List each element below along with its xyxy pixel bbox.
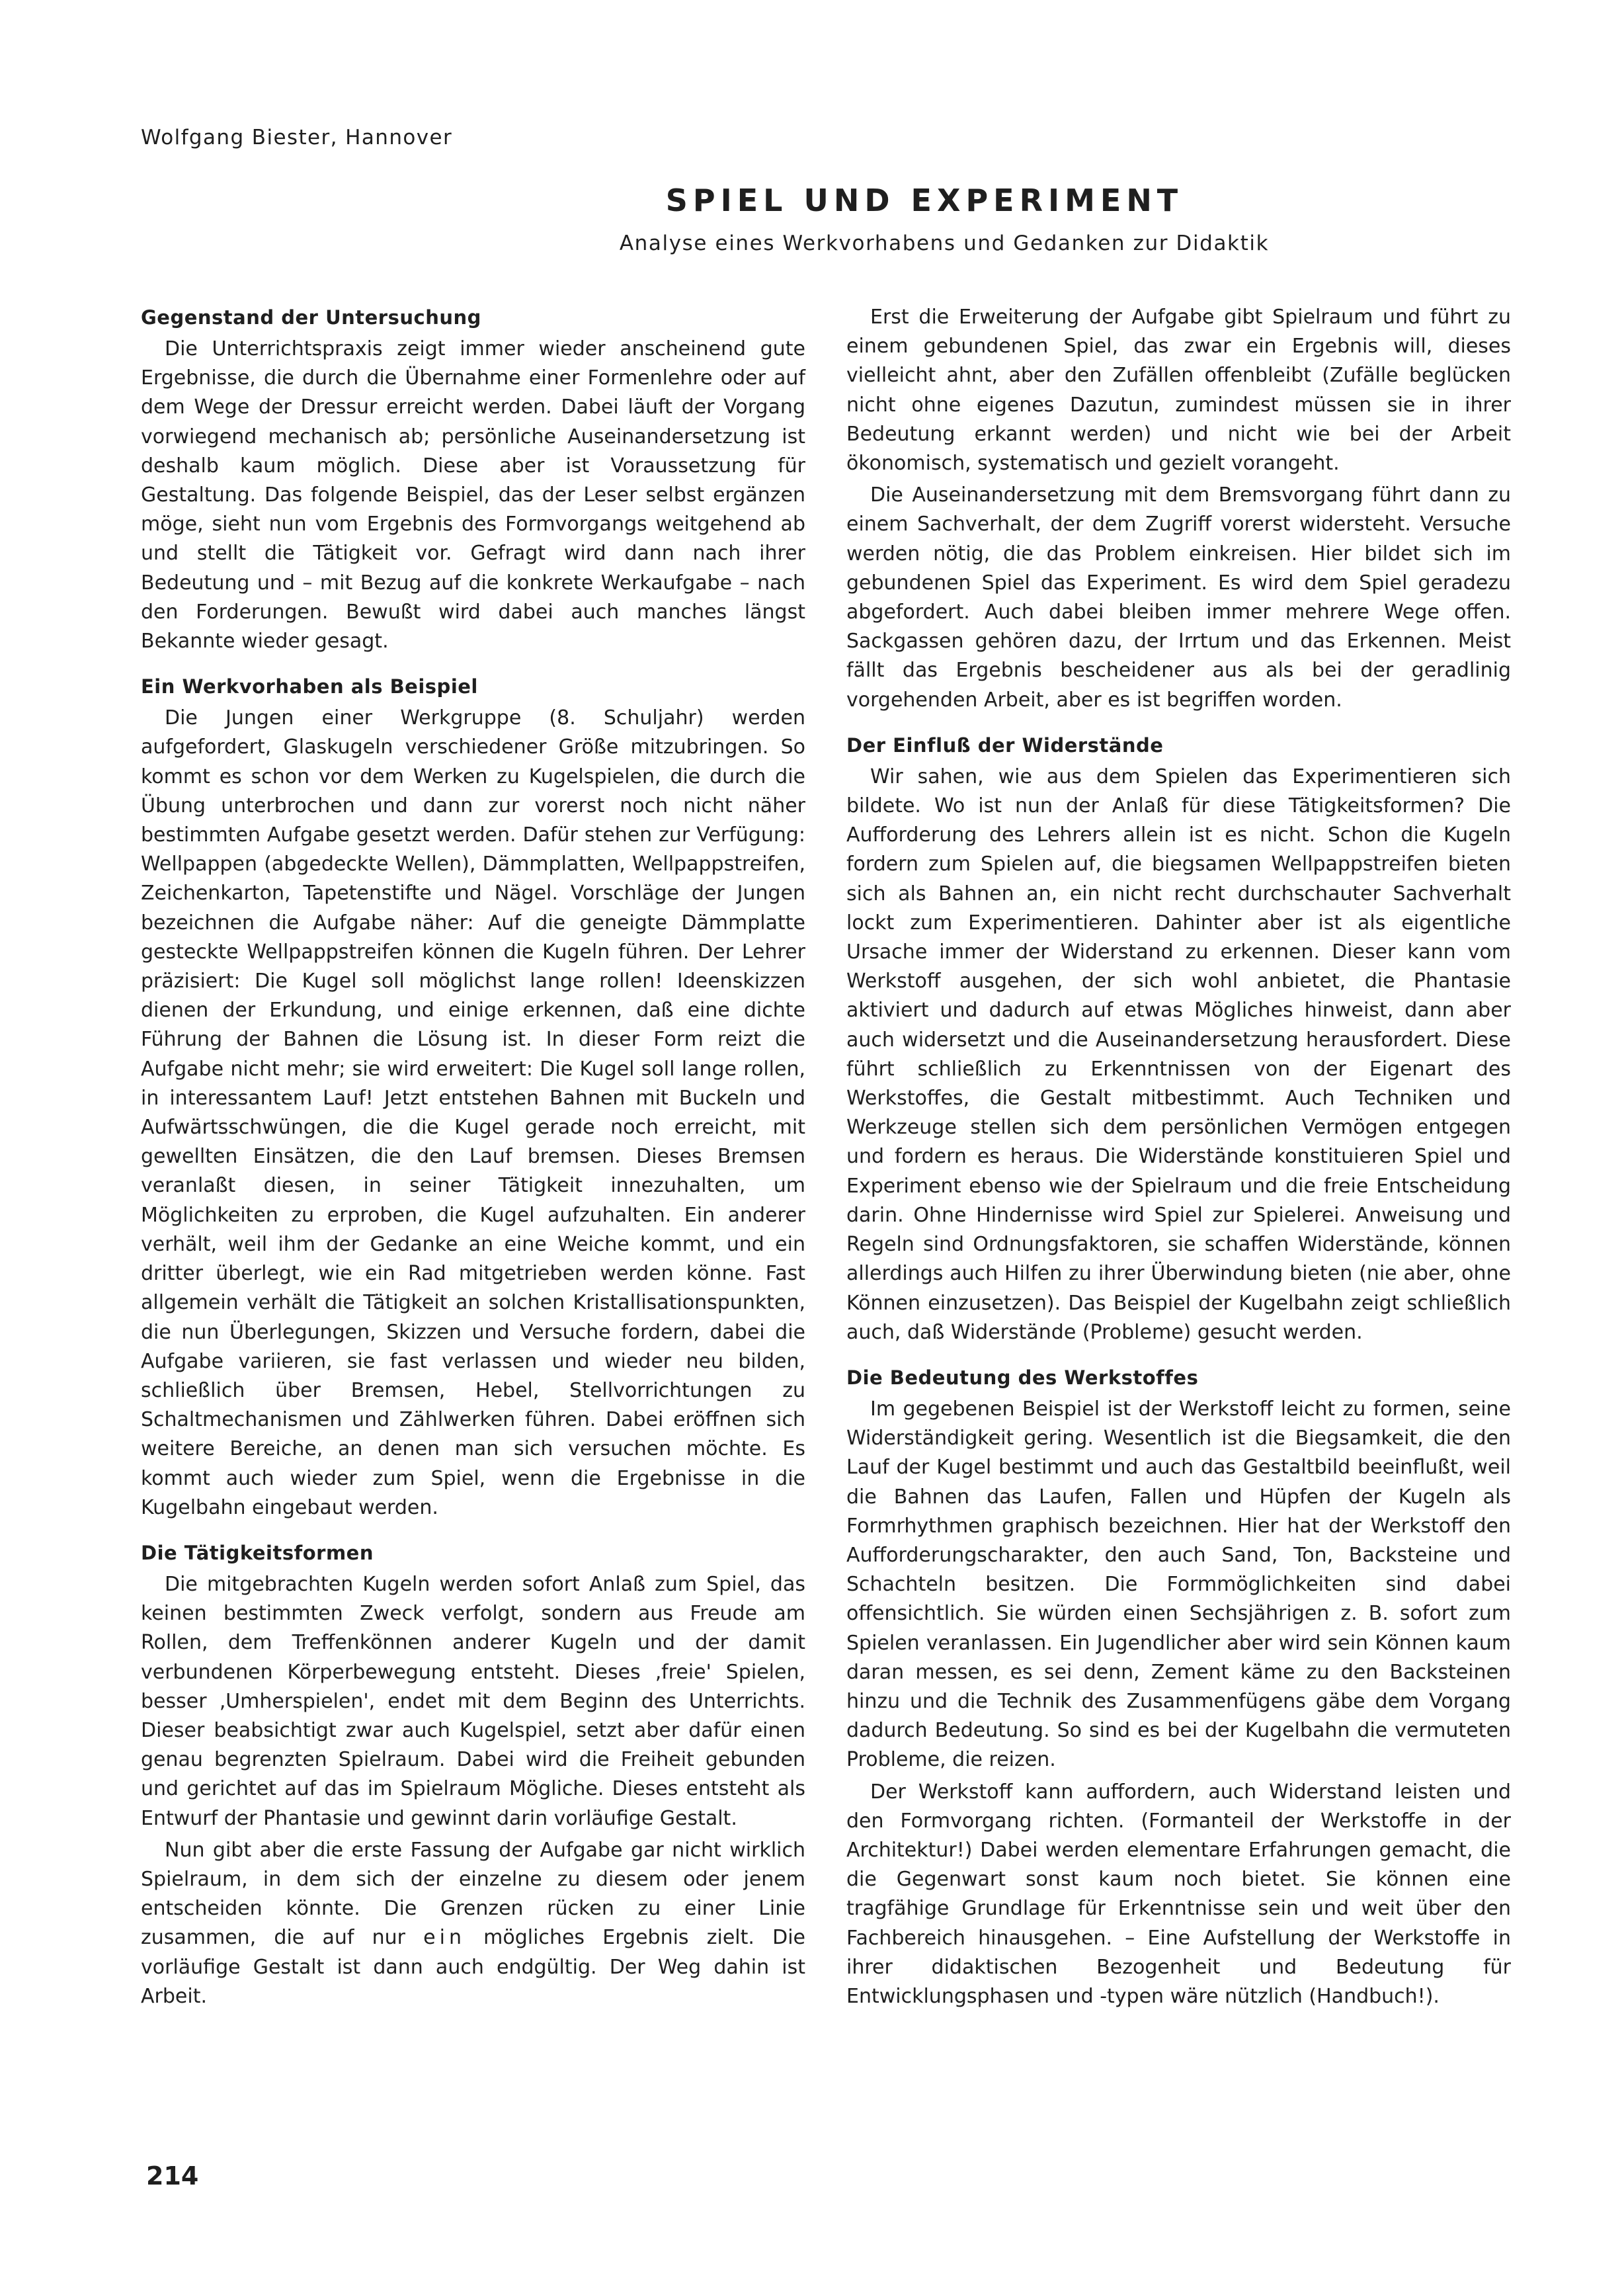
section [141,672,805,1523]
paragraph: Wir sahen, wie aus dem Spielen das Experimentieren sich bildete. Wo ist nun der Anlaß für diese Tätigkeitsformen? Die Aufforderung des Lehrers allein ist es nicht. Schon die Kugeln fordern zum Spielen auf, die biegsamen Wellpappstreifen bieten sich als Bahnen an, ein nicht recht durchschauter Sachverhalt lockt zum Experimentieren. Dahinter aber ist als eigentliche Ursache immer der Widerstand zu erkennen. Dieser kann vom Werkstoff ausgehen, der sich wohl anbietet, die Phantasie aktiviert und dadurch auf etwas Mögliches hinweist, dann aber auch widersetzt und die Auseinandersetzung herausfordert. Diese führt schließlich zu Erkenntnissen von der Eigenart des Werkstoffes, die Gestalt mitbestimmt. Auch Techniken und Werkzeuge stellen sich dem persönlichen Vermögen entgegen und fordern es heraus. Die Widerstände konstituieren Spiel und Experiment ebenso wie der Spielraum und die freie Entscheidung darin. Ohne Hindernisse wird Spiel zur Spielerei. Anweisung und Regeln sind Ordnungsfaktoren, sie schaffen Widerstände, können allerdings auch Hilfen zu ihrer Überwindung bieten (nie aber, ohne Können einzusetzen). Das Beispiel der Kugelbahn zeigt schließlich auch, daß Widerstände (Probleme) gesucht werden. [846,765,1511,1344]
article-subtitle: Analyse eines Werkvorhabens und Gedanken zur Didaktik [619,231,1270,255]
paragraph: Im gegebenen Beispiel ist der Werkstoff leicht zu formen, seine Widerständigkeit gering. Wesentlich ist die Biegsamkeit, die den Lauf der Kugel bestimmt und auch das Gestaltbild beeinflußt, weil die Bahnen das Laufen, Fallen und Hüpfen der Kugeln als Formrhythmen graphisch bezeichnen. Hier hat der Werkstoff den Aufforderungscharakter, den auch Sand, Ton, Backsteine und Schachteln besitzen. Die Formmöglichkeiten sind dabei offensichtlich. Sie würden einen Sechsjährigen z. B. sofort zum Spielen veranlassen. Ein Jugendlicher aber wird sein Können kaum daran messen, es sei denn, Zement käme zu den Backsteinen hinzu und die Technik des Zusammenfügens gäbe dem Vorgang dadurch Bedeutung. So sind es bei der Kugelbahn die vermuteten Probleme, die reizen. [846,1397,1511,1772]
article-title: SPIEL UND EXPERIMENT [665,183,1184,218]
paragraph: Die Unterrichtspraxis zeigt immer wieder anscheinend gute Ergebnisse, die durch die Übernahme einer Formenlehre oder auf dem Wege der Dressur erreicht werden. Dabei läuft der Vorgang vorwiegend mechanisch ab; persönliche Auseinandersetzung ist deshalb kaum möglich. Diese aber ist Voraussetzung für Gestaltung. Das folgende Beispiel, das der Leser selbst ergänzen möge, sieht nun vom Ergebnis des Formvorgangs weitgehend ab und stellt die Tätigkeit vor. Gefragt wird dann nach ihrer Bedeutung und – mit Bezug auf die konkrete Werkaufgabe – nach den Forderungen. Bewußt wird dabei auch manches längst Bekannte wieder gesagt. [141,337,805,653]
section [846,731,1511,1347]
paragraph: Die Auseinandersetzung mit dem Bremsvorgang führt dann zu einem Sachverhalt, der dem Zugriff vorerst widersteht. Versuche werden nötig, die das Problem einkreisen. Hier bildet sich im gebundenen Spiel das Experiment. Es wird dem Spiel geradezu abgefordert. Auch dabei bleiben immer mehrere Wege offen. Sackgassen gehören dazu, der Irrtum und das Erkennen. Meist fällt das Ergebnis bescheidener aus als bei der geradlinig vorgehenden Arbeit, aber es ist begriffen worden. [846,483,1511,712]
section [141,1538,805,2011]
paragraph: Die Jungen einer Werkgruppe (8. Schuljahr) werden aufgefordert, Glaskugeln verschiedener Größe mitzubringen. So kommt es schon vor dem Werken zu Kugelspielen, die durch die Übung unterbrochen und dann zur vorerst noch nicht näher bestimmten Aufgabe gesetzt werden. Dafür stehen zur Verfügung: Wellpappen (abgedeckte Wellen), Dämmplatten, Wellpappstreifen, Zeichenkarton, Tapetenstifte und Nägel. Vorschläge der Jungen bezeichnen die Aufgabe näher: Auf die geneigte Dämmplatte gesteckte Wellpappstreifen können die Kugeln führen. Der Lehrer präzisiert: Die Kugel soll möglichst lange rollen! Ideenskizzen dienen der Erkundung, und einige erkennen, daß eine dichte Führung der Bahnen die Lösung ist. In dieser Form reizt die Aufgabe nicht mehr; sie wird erweitert: Die Kugel soll lange rollen, in interessantem Lauf! Jetzt entstehen Bahnen mit Buckeln und Aufwärtsschwüngen, die die Kugel gerade noch erreicht, mit gewellten Einsätzen, die den Lauf bremsen. Dieses Bremsen veranlaßt diesen, in seiner Tätigkeit innezuhalten, um Möglichkeiten zu erproben, die Kugel aufzuhalten. Ein anderer verhält, weil ihm der Gedanke an eine Weiche kommt, und ein dritter überlegt, wie ein Rad mitgetrieben werden könne. Fast allgemein verhält die Tätigkeit an solchen Kristallisationspunkten, die nun Überlegungen, Skizzen und Versuche fordern, dabei die Aufgabe variieren, sie fast verlassen und wieder neu bilden, schließlich über Bremsen, Hebel, Stellvorrichtungen zu Schaltmechanismen und Zählwerken führen. Dabei eröffnen sich weitere Bereiche, an denen man sich versuchen möchte. Es kommt auch wieder zum Spiel, wenn die Ergebnisse in die Kugelbahn eingebaut werden. [141,706,805,1519]
paragraph: Der Werkstoff kann auffordern, auch Widerstand leisten und den Formvorgang richten. (Formanteil der Werkstoffe in der Architektur!) Dabei werden elementare Erfahrungen gemacht, die die Gegenwart sonst kaum noch bietet. Sie können eine tragfähige Grundlage für Erkenntnisse sein und weit über den Fachbereich hinausgehen. – Eine Aufstellung der Werkstoffe in ihrer didaktischen Bezogenheit und Bedeutung für Entwicklungsphasen und -typen wäre nützlich (Handbuch!). [846,1780,1511,2008]
spaced-emphasis: ein [423,1926,466,1950]
right-column [846,303,1511,2014]
section-heading: Die Bedeutung des Werkstoffes [846,1366,1199,1389]
section-heading: Der Einfluß der Widerstände [846,733,1164,757]
section-heading: Ein Werkvorhaben als Beispiel [141,675,478,698]
author-line: Wolfgang Biester, Hannover [141,126,453,149]
paragraph: Die mitgebrachten Kugeln werden sofort Anlaß zum Spiel, das keinen bestimmten Zweck verfolgt, sondern aus Freude am Rollen, dem Treffenkönnen anderer Kugeln und der damit verbundenen Körperbewegung entsteht. Dieses ‚freie' Spielen, besser ‚Umherspielen', endet mit dem Beginn des Unterrichts. Dieser beabsichtigt zwar auch Kugelspiel, setzt aber dafür einen genau begrenzten Spielraum. Dabei wird die Freiheit gebunden und gerichtet auf das im Spielraum Mögliche. Dieses entsteht als Entwurf der Phantasie und gewinnt darin vorläufige Gestalt. [141,1572,805,1830]
paragraph [141,1836,805,2011]
page-number: 214 [146,2161,199,2191]
section [846,1363,1511,2011]
left-column [141,303,805,2014]
text-run: Nun gibt aber die erste Fassung der Aufgabe gar nicht wirklich Spielraum, in dem sich der einzelne zu diesem oder jenem entscheiden könnte. Die Grenzen rücken zu einer Linie zusammen, die auf nur [141,1838,805,1950]
section-heading: Die Tätigkeitsformen [141,1541,374,1564]
text-run: mögliches Ergebnis zielt. Die vorläufige Gestalt ist dann auch endgültig. Der Weg dahin ist Arbeit. [141,1926,805,2008]
paragraph: Erst die Erweiterung der Aufgabe gibt Spielraum und führt zu einem gebundenen Spiel, das zwar ein Ergebnis will, dieses vielleicht ahnt, aber den Zufällen offenbleibt (Zufälle beglücken nicht ohne eigenes Dazutun, zumindest müssen sie in ihrer Bedeutung erkannt werden) und nicht wie bei der Arbeit ökonomisch, systematisch und gezielt vorangeht. [846,306,1511,476]
section-heading: Gegenstand der Untersuchung [141,306,481,329]
